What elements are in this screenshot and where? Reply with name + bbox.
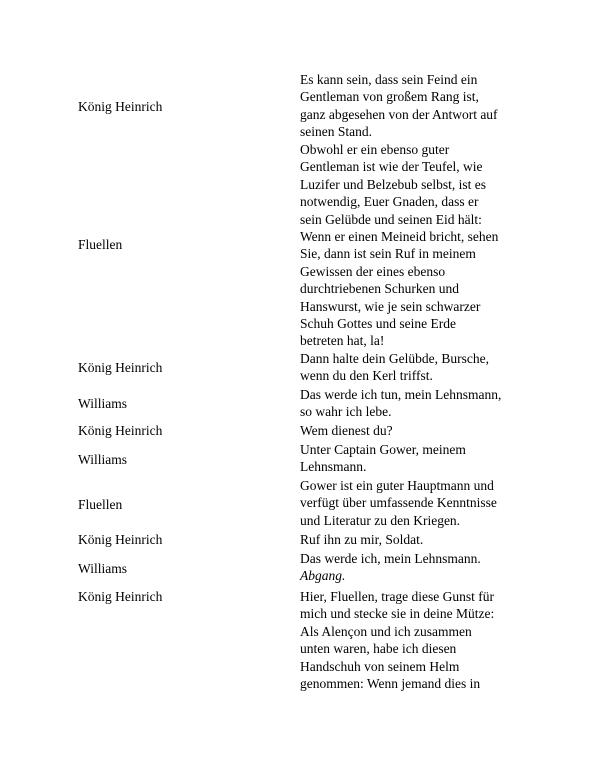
- dialogue-row: [0, 588, 600, 696]
- speech-line: Gentleman von großem Rang ist,: [300, 89, 479, 105]
- speech-line: verfügt über umfassende Kenntnisse: [300, 495, 497, 511]
- speech-text: [300, 441, 530, 476]
- speech-line: Dann halte dein Gelübde, Bursche,: [300, 351, 489, 366]
- speech-line: seinen Stand.: [300, 124, 372, 140]
- speaker-name: König Heinrich: [78, 99, 163, 114]
- dialogue-row: [0, 531, 600, 550]
- dialogue-row: [0, 422, 600, 441]
- speech-line: unten waren, habe ich diesen: [300, 641, 457, 657]
- speech-line: Schuh Gottes und seine Erde: [300, 316, 456, 332]
- speech-line: notwendig, Euer Gnaden, dass er: [300, 194, 479, 210]
- speech-line: Als Alençon und ich zusammen: [300, 623, 472, 639]
- speech-line: so wahr ich lebe.: [300, 404, 392, 420]
- speech-line: ganz abgesehen von der Antwort auf: [300, 106, 498, 122]
- speech-line: mich und stecke sie in deine Mütze:: [300, 606, 495, 622]
- speech-line: Ruf ihn zu mir, Soldat.: [300, 532, 424, 547]
- speech-line: Hier, Fluellen, trage diese Gunst für: [300, 589, 495, 604]
- speaker-name: Williams: [78, 561, 127, 576]
- speech-line: Sie, dann ist sein Ruf in meinem: [300, 246, 476, 262]
- dialogue-row: [0, 141, 600, 350]
- speaker-name: König Heinrich: [78, 360, 163, 375]
- speech-line: Wenn er einen Meineid bricht, sehen: [300, 229, 499, 245]
- speech-line: und Literatur zu den Kriegen.: [300, 512, 461, 528]
- speech-line: betreten hat, la!: [300, 333, 385, 349]
- speech-line: Das werde ich tun, mein Lehnsmann,: [300, 387, 502, 402]
- speech-line: Wem dienest du?: [300, 423, 393, 438]
- speech-text: [300, 550, 530, 585]
- speech-line: Luzifer und Belzebub selbst, ist es: [300, 176, 486, 192]
- dialogue-row: [0, 350, 600, 386]
- speech-line: Handschuh von seinem Helm: [300, 658, 460, 674]
- dialogue-row: [0, 441, 600, 477]
- dialogue-row: [0, 550, 600, 586]
- speech-line: durchtriebenen Schurken und: [300, 281, 459, 297]
- dialogue-row: [0, 386, 600, 422]
- speech-text: [300, 141, 530, 350]
- speech-text: [300, 588, 530, 692]
- speech-line: Das werde ich, mein Lehnsmann.: [300, 551, 481, 566]
- speech-text: [300, 477, 530, 529]
- speech-line: wenn du den Kerl triffst.: [300, 368, 433, 384]
- dialogue-row: [0, 71, 600, 141]
- speech-line: Gewissen der eines ebenso: [300, 263, 446, 279]
- speaker-name: Fluellen: [78, 497, 123, 512]
- speech-line: Unter Captain Gower, meinem: [300, 442, 466, 457]
- stage-direction: Abgang.: [300, 568, 346, 584]
- speech-text: [300, 386, 530, 421]
- speech-text: [300, 350, 530, 385]
- speech-text: [300, 71, 530, 141]
- speaker-name: Williams: [78, 396, 127, 411]
- speaker-name: Williams: [78, 452, 127, 467]
- speech-line: genommen: Wenn jemand dies in: [300, 676, 481, 692]
- speech-line: Lehnsmann.: [300, 459, 367, 475]
- speaker-name: König Heinrich: [78, 532, 163, 547]
- speaker-name: König Heinrich: [78, 423, 163, 438]
- dialogue-row: [0, 477, 600, 531]
- speaker-name: Fluellen: [78, 237, 123, 252]
- speech-line: sein Gelübde und seinen Eid hält:: [300, 211, 482, 227]
- speech-text: [300, 531, 530, 548]
- speech-text: [300, 422, 530, 439]
- speech-line: Gentleman ist wie der Teufel, wie: [300, 159, 483, 175]
- speech-line: Es kann sein, dass sein Feind ein: [300, 72, 478, 87]
- speech-line: Hanswurst, wie je sein schwarzer: [300, 298, 481, 314]
- speech-line: Gower ist ein guter Hauptmann und: [300, 478, 494, 493]
- speech-line: Obwohl er ein ebenso guter: [300, 142, 450, 157]
- speaker-name: König Heinrich: [78, 589, 163, 604]
